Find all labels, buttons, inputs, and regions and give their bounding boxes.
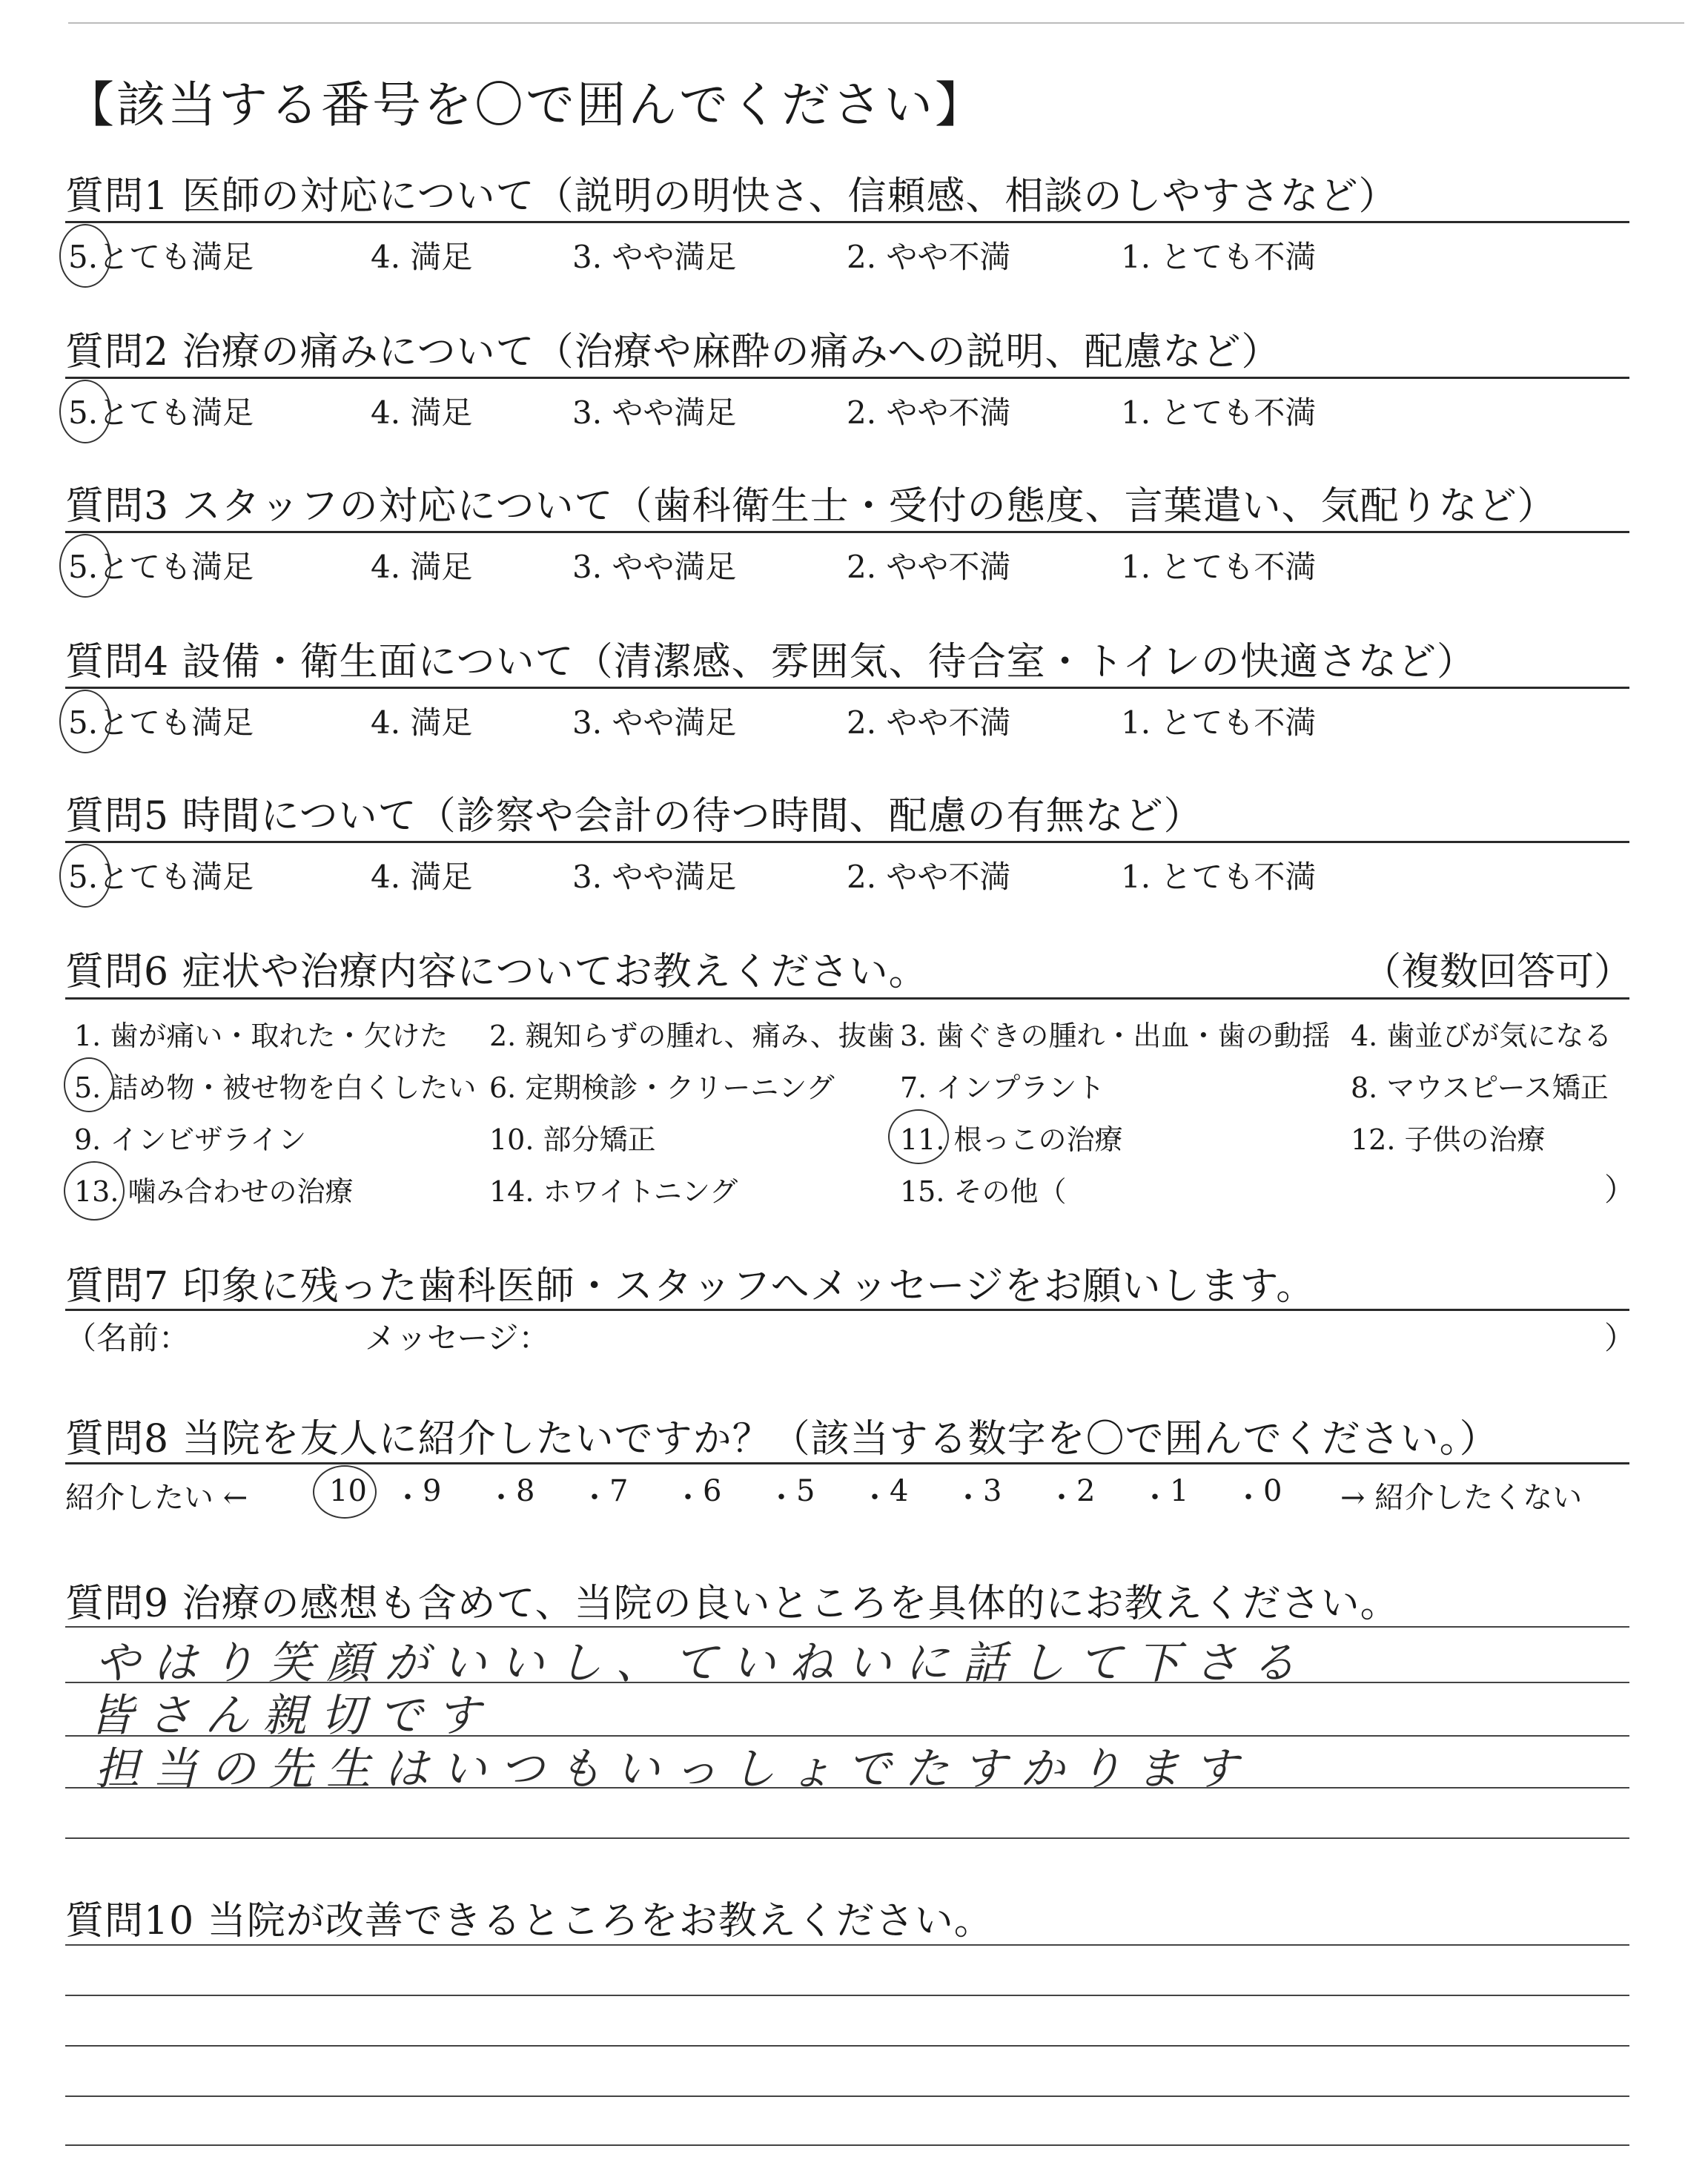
q9-answer-line-3: 担当の先生はいつもいっしょでたすかります — [95, 1743, 1251, 1795]
q7-title: 質問7 印象に残った歯科医師・スタッフへメッセージをお願いします。 — [65, 1264, 1316, 1309]
q5-option-4[interactable]: 4. 満足 — [371, 859, 473, 895]
q1-selected-circle — [59, 224, 111, 288]
q1-option-1[interactable]: 1. とても不満 — [1121, 239, 1317, 275]
q8-scale-separator: ・ — [1047, 1481, 1076, 1515]
top-border — [68, 22, 1684, 24]
q6-option-6[interactable]: 6. 定期検診・クリーニング — [489, 1071, 835, 1104]
q5-rule — [65, 841, 1629, 843]
q8-scale-separator: ・ — [860, 1481, 890, 1515]
q1-option-4[interactable]: 4. 満足 — [371, 239, 473, 275]
q10-line-1 — [65, 1944, 1629, 1946]
q2-rule — [65, 377, 1629, 379]
q8-scale-0[interactable]: 0 — [1263, 1474, 1282, 1508]
q8-scale-separator: ・ — [673, 1481, 703, 1515]
q6-selected-circle-13 — [64, 1161, 125, 1221]
q8-scale-separator: ・ — [1234, 1481, 1263, 1515]
q6-option-10[interactable]: 10. 部分矯正 — [489, 1123, 656, 1156]
q6-option-7[interactable]: 7. インプラント — [900, 1071, 1105, 1104]
q4-option-1[interactable]: 1. とても不満 — [1121, 704, 1317, 741]
q3-option-1[interactable]: 1. とても不満 — [1121, 549, 1317, 585]
q2-title: 質問2 治療の痛みについて（治療や麻酔の痛みへの説明、配慮など） — [65, 330, 1281, 374]
q4-option-2[interactable]: 2. やや不満 — [847, 704, 1011, 741]
q1-option-3[interactable]: 3. やや満足 — [572, 239, 737, 275]
q3-option-4[interactable]: 4. 満足 — [371, 549, 473, 585]
q7-close-paren: ） — [1604, 1320, 1636, 1356]
q8-scale-separator: ・ — [393, 1481, 423, 1515]
q8-scale-8[interactable]: 8 — [516, 1474, 535, 1508]
q6-title: 質問6 症状や治療内容についてお教えください。 — [65, 950, 928, 994]
q6-option-2[interactable]: 2. 親知らずの腫れ、痛み、抜歯 — [489, 1020, 895, 1052]
q6-option-15[interactable]: 15. その他（ — [900, 1175, 1067, 1208]
q8-scale-3[interactable]: 3 — [983, 1474, 1002, 1508]
q6-option-4[interactable]: 4. 歯並びが気になる — [1351, 1020, 1612, 1052]
q5-selected-circle — [59, 844, 111, 908]
q6-option-8[interactable]: 8. マウスピース矯正 — [1351, 1071, 1609, 1104]
q6-option-3[interactable]: 3. 歯ぐきの腫れ・出血・歯の動揺 — [900, 1020, 1331, 1052]
q4-option-3[interactable]: 3. やや満足 — [572, 704, 737, 741]
q3-option-2[interactable]: 2. やや不満 — [847, 549, 1011, 585]
q8-scale-separator: ・ — [767, 1481, 796, 1515]
q5-option-5[interactable]: 5.とても満足 — [68, 859, 254, 895]
q4-option-4[interactable]: 4. 満足 — [371, 704, 473, 741]
q5-option-1[interactable]: 1. とても不満 — [1121, 859, 1317, 895]
q5-option-3[interactable]: 3. やや満足 — [572, 859, 737, 895]
q8-scale-separator: ・ — [580, 1481, 609, 1515]
q5-option-2[interactable]: 2. やや不満 — [847, 859, 1011, 895]
q8-title: 質問8 当院を友人に紹介したいですか？（該当する数字を〇で囲んでください。） — [65, 1417, 1499, 1462]
q8-scale-separator: ・ — [1140, 1481, 1170, 1515]
q8-scale-9[interactable]: 9 — [423, 1474, 442, 1508]
q9-answer-line-2: 皆さん親切です — [89, 1690, 494, 1742]
q6-option-11[interactable]: 11. 根っこの治療 — [900, 1123, 1123, 1156]
q6-rule — [65, 997, 1629, 1000]
q7-rule — [65, 1309, 1629, 1311]
q3-selected-circle — [59, 534, 111, 598]
q6-option-13[interactable]: 13. 噛み合わせの治療 — [74, 1175, 354, 1208]
q10-line-4 — [65, 2095, 1629, 2097]
q4-title: 質問4 設備・衛生面について（清潔感、雰囲気、待合室・トイレの快適さなど） — [65, 640, 1476, 684]
q3-title: 質問3 スタッフの対応について（歯科衛生士・受付の態度、言葉遣い、気配りなど） — [65, 484, 1557, 529]
q3-option-5[interactable]: 5.とても満足 — [68, 549, 254, 585]
q8-scale-2[interactable]: 2 — [1076, 1474, 1096, 1508]
q8-selected-circle — [313, 1465, 377, 1519]
q2-option-4[interactable]: 4. 満足 — [371, 394, 473, 431]
q10-line-5 — [65, 2144, 1629, 2146]
q6-selected-circle-11 — [888, 1109, 949, 1164]
q6-option-5[interactable]: 5. 詰め物・被せ物を白くしたい — [74, 1071, 477, 1104]
q3-option-3[interactable]: 3. やや満足 — [572, 549, 737, 585]
q10-line-3 — [65, 2045, 1629, 2047]
q1-option-2[interactable]: 2. やや不満 — [847, 239, 1011, 275]
q6-option-14[interactable]: 14. ホワイトニング — [489, 1175, 738, 1208]
q9-answer-line-1: やはり笑顔がいいし、ていねいに話して下さる — [95, 1637, 1309, 1689]
q1-rule — [65, 221, 1629, 223]
q2-option-3[interactable]: 3. やや満足 — [572, 394, 737, 431]
q4-option-5[interactable]: 5.とても満足 — [68, 704, 254, 741]
q8-scale-7[interactable]: 7 — [609, 1474, 629, 1508]
q8-scale-4[interactable]: 4 — [890, 1474, 909, 1508]
q8-left-label: 紹介したい ← — [65, 1481, 248, 1515]
q2-option-1[interactable]: 1. とても不満 — [1121, 394, 1317, 431]
q8-scale-10[interactable]: 10 — [329, 1474, 367, 1508]
q2-option-5[interactable]: 5.とても満足 — [68, 394, 254, 431]
q8-scale-6[interactable]: 6 — [703, 1474, 722, 1508]
q2-option-2[interactable]: 2. やや不満 — [847, 394, 1011, 431]
q9-line-5 — [65, 1837, 1629, 1839]
q6-option-12[interactable]: 12. 子供の治療 — [1351, 1123, 1546, 1156]
q6-multi-note: （複数回答可） — [1363, 950, 1633, 994]
q8-scale-5[interactable]: 5 — [796, 1474, 815, 1508]
q3-rule — [65, 531, 1629, 533]
q5-title: 質問5 時間について（診察や会計の待つ時間、配慮の有無など） — [65, 794, 1203, 839]
q7-name-label: （名前： — [65, 1320, 191, 1356]
q6-option-9[interactable]: 9. インビザライン — [74, 1123, 307, 1156]
q8-scale-separator: ・ — [953, 1481, 983, 1515]
q8-rule — [65, 1462, 1629, 1464]
q6-selected-circle-5 — [64, 1057, 114, 1112]
q8-scale-separator: ・ — [486, 1481, 516, 1515]
q8-right-label: → 紹介したくない — [1340, 1481, 1583, 1515]
q6-close-paren: ） — [1604, 1172, 1636, 1208]
q9-title: 質問9 治療の感想も含めて、当院の良いところを具体的にお教えください。 — [65, 1582, 1400, 1626]
q4-selected-circle — [59, 690, 111, 753]
q10-line-2 — [65, 1995, 1629, 1996]
q1-title: 質問1 医師の対応について（説明の明快さ、信頼感、相談のしやすさなど） — [65, 174, 1398, 219]
form-header: 【該当する番号を〇で囲んでください】 — [65, 76, 986, 133]
q6-option-1[interactable]: 1. 歯が痛い・取れた・欠けた — [74, 1020, 448, 1052]
q4-rule — [65, 687, 1629, 689]
q7-message-label: メッセージ： — [365, 1320, 550, 1356]
q8-scale-1[interactable]: 1 — [1170, 1474, 1189, 1508]
q2-selected-circle — [59, 380, 111, 443]
q10-title: 質問10 当院が改善できるところをお教えください。 — [65, 1899, 993, 1943]
q1-option-5[interactable]: 5.とても満足 — [68, 239, 254, 275]
